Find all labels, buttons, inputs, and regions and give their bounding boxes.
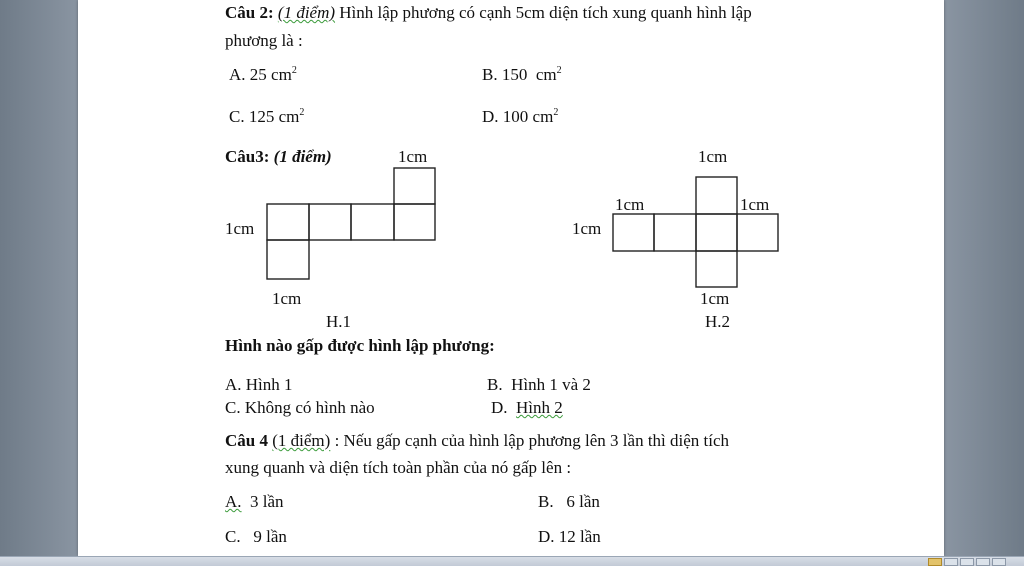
q3-question: Hình nào gấp được hình lập phương:	[225, 336, 495, 355]
h2-label-left: 1cm	[572, 219, 602, 238]
q4-text-2: xung quanh và diện tích toàn phần của nó gấp lên :	[225, 458, 572, 477]
q2-option-a: A. 25 $cm^2$	[229, 65, 297, 84]
h1-square-1	[267, 204, 309, 240]
h1-square-bottom	[267, 240, 309, 279]
q3-option-d: D. Hình 2	[491, 398, 563, 417]
h2-label-upper-right: 1cm	[740, 195, 770, 214]
h1-square-top	[394, 168, 435, 204]
q3-option-a: A. Hình 1	[225, 375, 293, 394]
h2-square-2	[654, 214, 696, 251]
q2-text-2: phương là :	[225, 31, 303, 50]
q2-option-b: B. 150 $cm^2$	[482, 65, 562, 84]
net-h1	[267, 168, 435, 279]
h1-square-2	[309, 204, 351, 240]
h1-caption: H.1	[326, 312, 352, 331]
q3-heading: Câu3:	[225, 147, 270, 166]
q4-text-1: : Nếu gấp cạnh của hình lập phương lên 3 lần thì diện tích	[330, 431, 730, 450]
h2-caption: H.2	[705, 312, 731, 331]
desk-left	[0, 0, 78, 565]
q4-points: (1 điểm)	[272, 431, 331, 450]
q2-points: (1 điểm)	[277, 3, 336, 22]
h2-square-3	[696, 214, 737, 251]
q3-points: (1 điểm)	[273, 147, 332, 166]
document-page[interactable]	[78, 0, 944, 556]
h1-label-left: 1cm	[225, 219, 255, 238]
h1-square-3	[351, 204, 394, 240]
q2-option-d: D. 100 $cm^2$	[482, 107, 559, 126]
q4-heading: Câu 4	[225, 431, 268, 450]
h2-label-upper-left: 1cm	[615, 195, 645, 214]
desk-right	[944, 0, 1024, 565]
q2-option-c: C. 125 $cm^2$	[229, 107, 305, 126]
h2-square-4	[737, 214, 778, 251]
q2-text-1: Hình lập phương có cạnh 5cm diện tích xung quanh hình lập	[339, 3, 752, 22]
net-h2	[613, 177, 778, 287]
q4-option-d: D. 12 lần	[538, 527, 601, 546]
h2-square-1	[613, 214, 654, 251]
h1-square-4	[394, 204, 435, 240]
q4-option-c: C. 9 lần	[225, 527, 287, 546]
h1-label-top: 1cm	[398, 147, 428, 166]
q4-option-a: A. 3 lần	[225, 492, 284, 511]
h2-label-top: 1cm	[698, 147, 728, 166]
q4-option-b: B. 6 lần	[538, 492, 600, 511]
h1-label-bottom: 1cm	[272, 289, 302, 308]
q2-heading: Câu 2:	[225, 3, 274, 22]
q3-option-c: C. Không có hình nào	[225, 398, 375, 417]
h2-square-bottom	[696, 251, 737, 287]
h2-label-bottom: 1cm	[700, 289, 730, 308]
q3-option-b: B. Hình 1 và 2	[487, 375, 591, 394]
q4-line1	[225, 432, 729, 449]
h2-square-top	[696, 177, 737, 214]
